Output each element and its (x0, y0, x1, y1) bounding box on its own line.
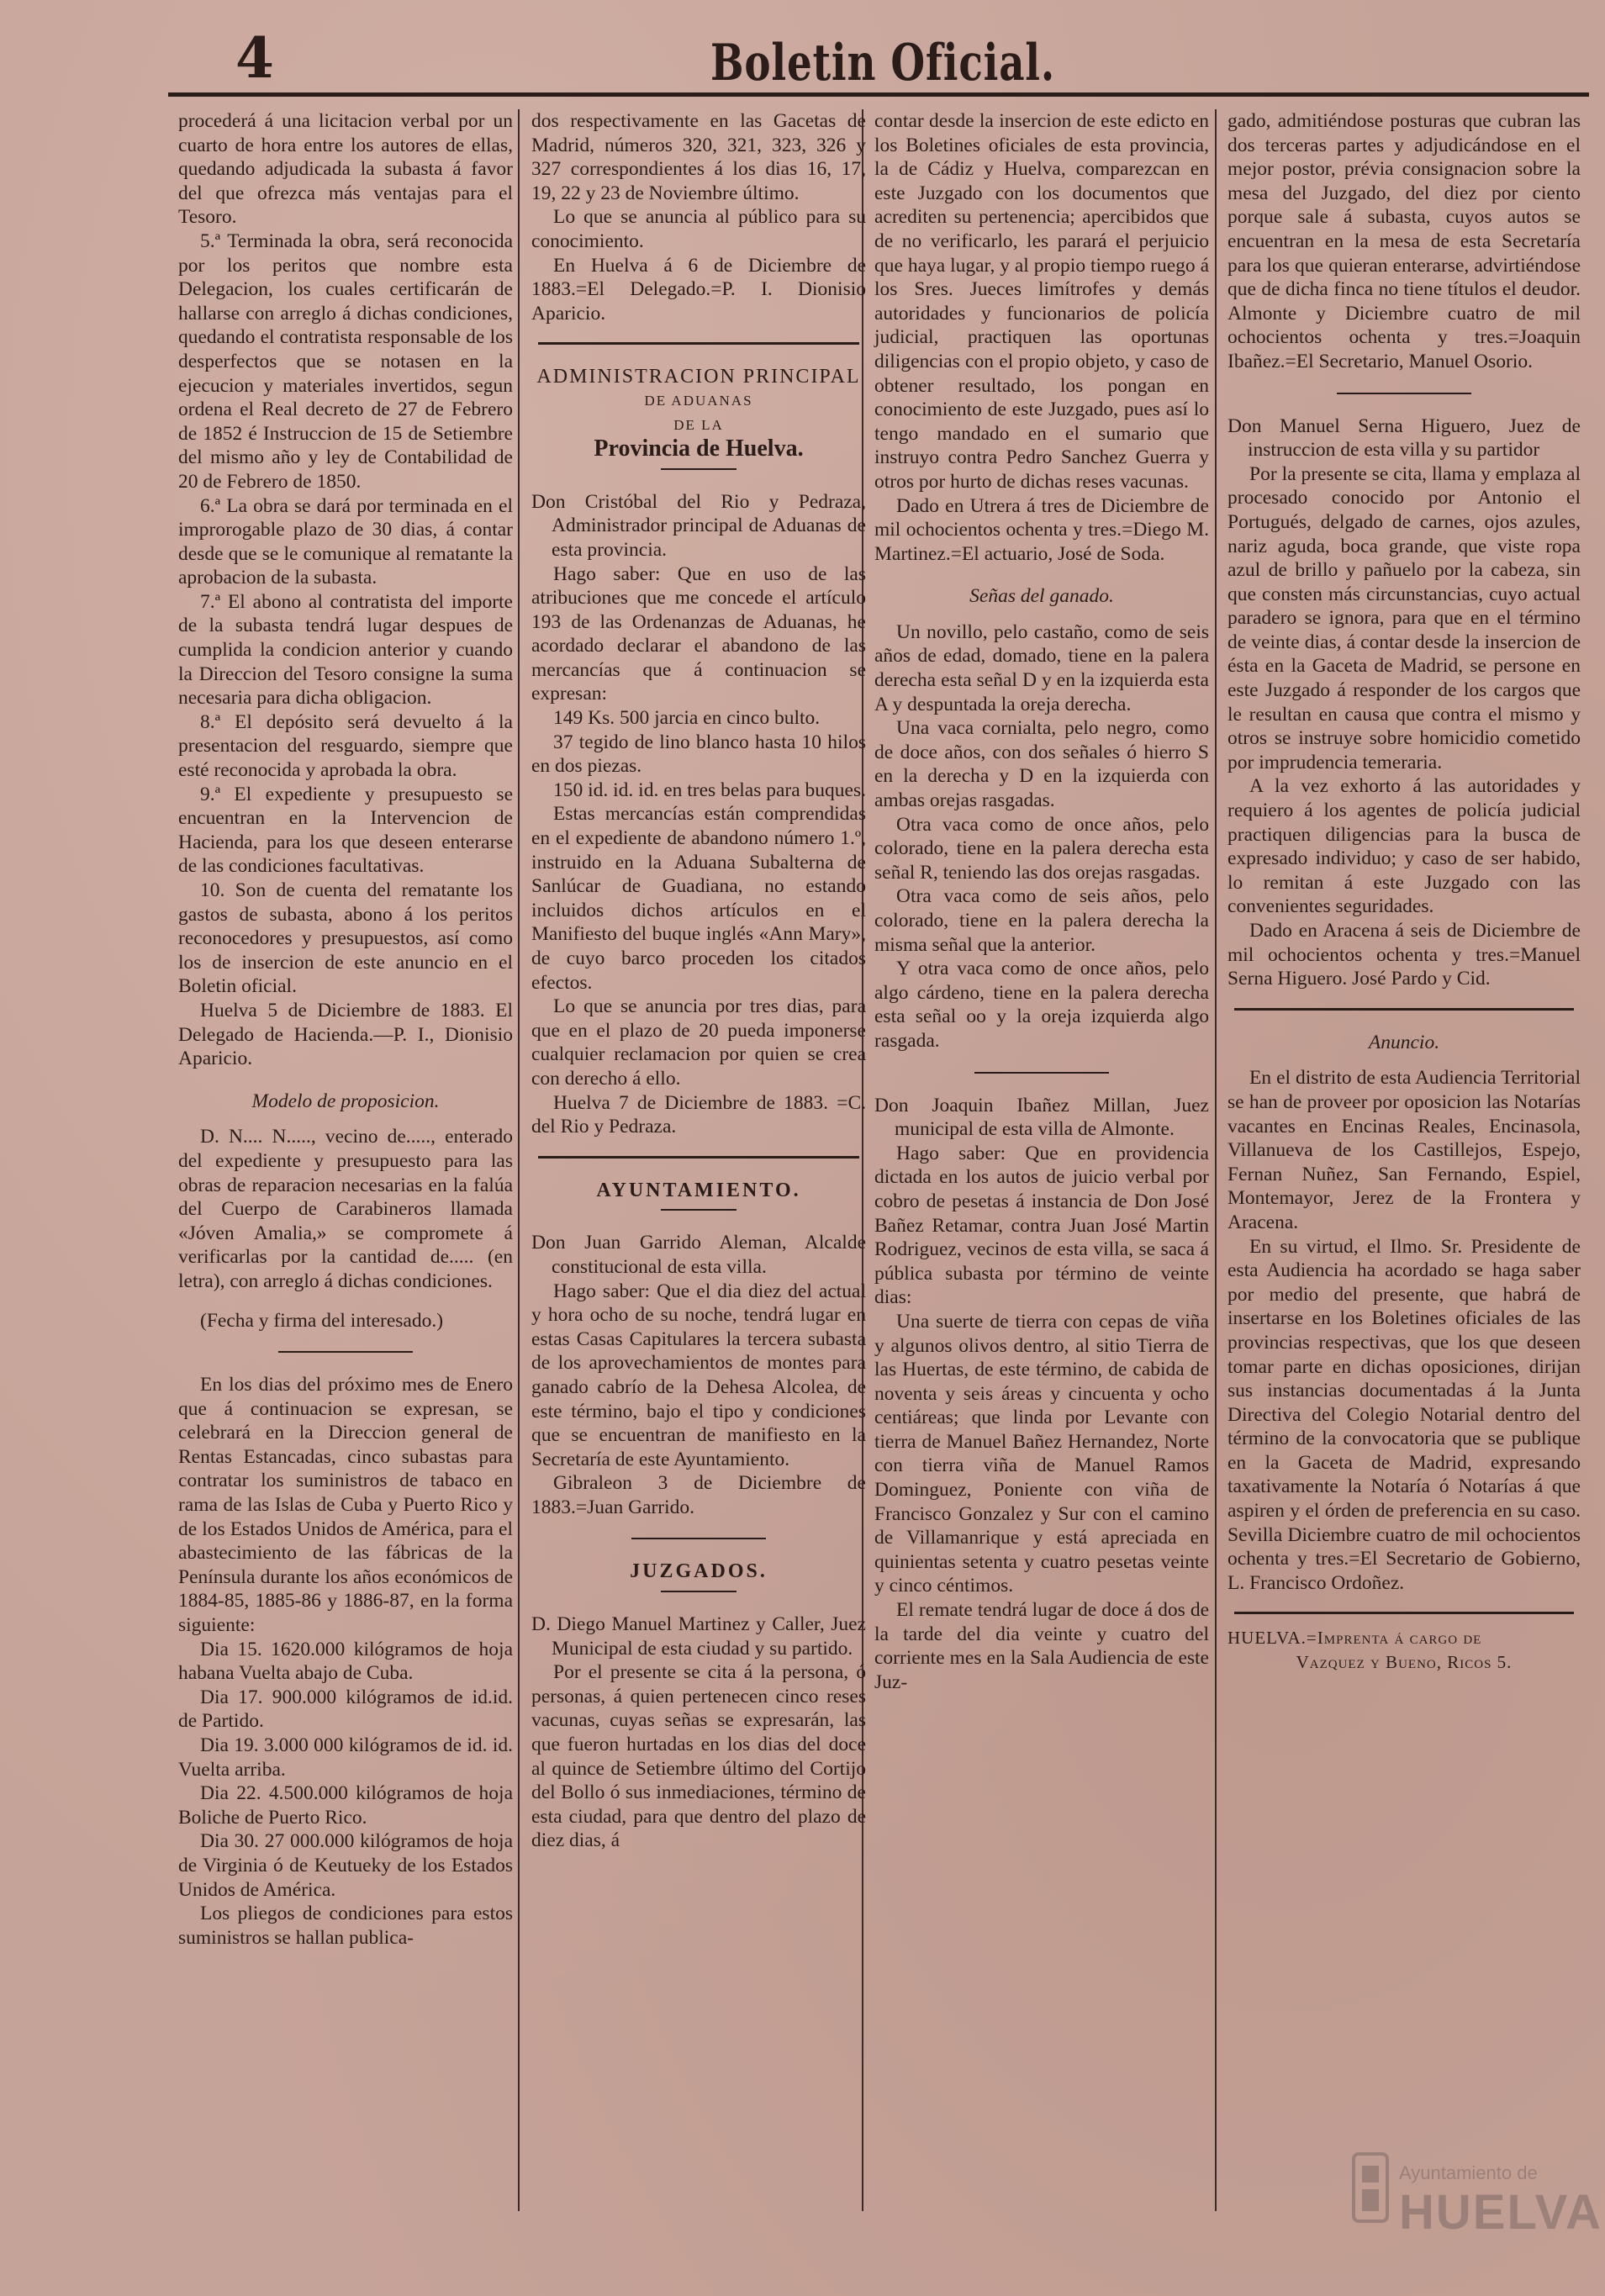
column-3 (874, 109, 1209, 1694)
article-paragraph: Hago saber: Que en providencia dictada en los autos de juicio verbal por cobro de pesetas á instancia de Don José Bañez Retamar, contra Juan José Martin Rodriguez, vecinos de esta villa, se saca á pública subasta por término de veinte dias: (874, 1142, 1209, 1309)
list-item: 150 id. id. id. en tres belas para buques. (553, 779, 866, 801)
list-item: Otra vaca como de seis años, pelo colorado, tiene en la palera derecha la misma señal que la anterior. (874, 885, 1209, 956)
article-author: Don Manuel Serna Higuero, Juez de instruccion de esta villa y su partidor (1228, 414, 1581, 462)
column-4 (1228, 109, 1581, 1675)
article-paragraph: contar desde la insercion de este edicto en los Boletines oficiales de esta provincia, la de Cádiz y Huelva, comparezcan en este Juzgado con los documentos que acrediten su pertenencia; apercibidos que de no verificarlo, les parará el perjuicio que haya lugar, y al propio tiempo ruego á los Sres. Jueces limítrofes y demás autoridades y funcionarios de policía judicial, practiquen las oportunas diligencias con el propio objeto, y caso de obtener resultado, los pongan en conocimiento de este Juzgado, pues así lo tengo mandado en el sumario que instruyo contra Pedro Sanchez Guerra y otros por hurto de dichas reses vacunas. (874, 110, 1209, 493)
article-paragraph: D. N.... N....., vecino de....., enterado del expediente y presupuesto para las obras de reparacion necesarias en la falúa del Cuerpo de Carabineros llamada «Jóven Amalia,» se compromete á verificarlas por la cantidad de..... (en letra), con arreglo á dichas condiciones. (178, 1126, 513, 1292)
section-heading: DE LA (673, 416, 724, 433)
section-rule (1234, 1008, 1574, 1011)
article-signature: (Fecha y firma del interesado.) (200, 1309, 444, 1332)
article-paragraph: Por el presente se cita á la persona, ó personas, á quien pertenecen cinco reses vacunas, cuyas señas se expresarán, las que fueron hurtadas en los dias del doce al quince de Setiembre último del Cortijo del Bollo ó sus inmediaciones, término de esta ciudad, para que dentro del plazo de diez dias, á (531, 1661, 866, 1852)
article-paragraph: Lo que se anuncia por tres dias, para que en el plazo de 20 pueda imponerse cualquier reclamacion por quien se crea con derecho á ello. (531, 995, 866, 1090)
article-paragraph: Los pliegos de condiciones para estos suministros se hallan publica- (178, 1903, 513, 1949)
section-rule (661, 468, 737, 470)
article-paragraph: 10. Son de cuenta del rematante los gastos de subasta, abono á los peritos reconocedores y presupuestos, así como los de insercion de este anuncio en el Boletin oficial. (178, 879, 513, 998)
article-paragraph: 7.ª El abono al contratista del importe de la subasta tendrá lugar despues de cumplida la condicion anterior y cuando la Direccion del Tesoro consigne la suma necesaria para dicha obligacion. (178, 590, 513, 710)
list-item: Otra vaca como de once años, pelo colorado, tiene en la palera derecha esta señal R, teniendo las dos orejas rasgadas. (874, 813, 1209, 884)
column-divider (518, 109, 520, 2211)
printer-imprint: HUELVA.=Imprenta á cargo de (1228, 1628, 1482, 1649)
archive-watermark (1347, 2137, 1602, 2263)
watermark-text: Ayuntamiento de (1399, 2162, 1538, 2183)
list-item: Un novillo, pelo castaño, como de seis años de edad, domado, tiene en la palera derecha esta señal D y en la izquierda esta A y despuntada la oreja derecha. (874, 620, 1209, 715)
coat-of-arms-icon (1347, 2137, 1397, 2238)
list-item: Dia 22. 4.500.000 kilógramos de hoja Boliche de Puerto Rico. (178, 1782, 513, 1829)
article-paragraph: A la vez exhorto á las autoridades y requiero á los agentes de policía judicial practiquen diligencias para la busca de expresado individuo; y caso de ser habido, lo remitan á este Juzgado con las convenientes seguridades. (1228, 775, 1581, 918)
section-rule (661, 1209, 737, 1211)
section-rule (974, 1072, 1109, 1074)
section-heading: DE ADUANAS (644, 392, 753, 409)
list-item: Dia 19. 3.000 000 kilógramos de id. id. Vuelta arriba. (178, 1734, 513, 1781)
list-item: 149 Ks. 500 jarcia en cinco bulto. (553, 707, 821, 730)
section-title: Señas del ganado. (969, 585, 1114, 608)
article-paragraph: 6.ª La obra se dará por terminada en el improrogable plazo de 30 dias, á contar desde que se le comunique al rematante la aprobacion de la subasta. (178, 494, 513, 589)
list-item: Dia 30. 27 000.000 kilógramos de hoja de Virginia ó de Keutueky de los Estados Unidos de América. (178, 1830, 513, 1901)
article-paragraph: Hago saber: Que en uso de las atribuciones que me concede el artículo 193 de las Ordenanzas de Aduanas, he acordado declarar el abandono de las mercancías que á continuacion se expresan: (531, 562, 866, 705)
section-rule (1234, 1612, 1574, 1614)
article-paragraph: Hago saber: Que el dia diez del actual y hora ocho de su noche, tendrá lugar en estas Casas Capitulares la tercera subasta de los aprovechamientos de montes para ganado cabrío de la Dehesa Alcolea, de este término, bajo el tipo y condiciones que se encuentran de manifiesto en la Secretaría de este Ayuntamiento. (531, 1280, 866, 1470)
column-divider (1215, 109, 1217, 2211)
section-heading: Provincia de Huelva. (594, 435, 804, 462)
article-paragraph: gado, admitiéndose posturas que cubran las dos terceras partes y adjudicándose en el mejor postor, prévia consignacion sobre la mesa del Juzgado, del diez por ciento porque sale á subasta, cuyos autos se encuentran en la mesa de esta Secretaría para los que quieran enterarse, advirtiéndose que de dicha finca no tiene títulos el deudor. Almonte y Diciembre cuatro de mil ochocientos ochenta y tres.=Joaquin Ibañez.=El Secretario, Manuel Osorio. (1228, 110, 1581, 372)
section-title: Anuncio. (1368, 1031, 1440, 1053)
column-1 (178, 109, 513, 1950)
article-paragraph: dos respectivamente en las Gacetas de Madrid, números 320, 321, 323, 326 y 327 correspondientes á los dias 16, 17, 19, 22 y 23 de Noviembre último. (531, 110, 866, 204)
section-rule (661, 1591, 737, 1592)
article-paragraph: En el distrito de esta Audiencia Territorial se han de proveer por oposicion las Notarías vacantes en Encinas Reales, Encinasola, Villanueva de los Castillejos, Espejo, Fernan Nuñez, San Fernando, Espiel, Montemayor, Jerez de la Frontera y Aracena. (1228, 1067, 1581, 1233)
header-rule (168, 92, 1589, 97)
section-title: Modelo de proposicion. (251, 1090, 440, 1112)
article-signature: Huelva 7 de Diciembre de 1883. =C. del Rio y Pedraza. (531, 1091, 866, 1138)
column-2 (531, 109, 866, 1853)
section-rule (538, 342, 859, 345)
section-heading: JUZGADOS. (630, 1560, 768, 1583)
article-author: Don Cristóbal del Rio y Pedraza, Administrador principal de Aduanas de esta provincia. (531, 490, 866, 561)
list-item: Y otra vaca como de once años, pelo algo cárdeno, tiene en la palera derecha esta señal oo y la oreja izquierda algo rasgada. (874, 958, 1209, 1052)
list-item: 37 tegido de lino blanco hasta 10 hilos en dos piezas. (531, 731, 866, 778)
section-rule (278, 1351, 413, 1353)
section-rule (631, 1538, 766, 1539)
article-paragraph: 5.ª Terminada la obra, será reconocida por los peritos que nombre esta Delegacion, los cuales certificarán de hallarse con arreglo á dichas condiciones, quedando el contratista responsable de los desperfectos que se notasen en la ejecucion y materiales invertidos, segun ordena el Real decreto de 27 de Febrero de 1852 é Instruccion de 15 de Setiembre del mismo año y ley de Contabilidad de 20 de Febrero de 1850. (178, 230, 513, 493)
page-header (193, 25, 1572, 92)
watermark-text: HUELVA (1399, 2185, 1602, 2240)
article-paragraph: procederá á una licitacion verbal por un cuarto de hora entre los autores de ellas, quedando adjudicada la subasta á favor del que ofrezca más ventajas para el Tesoro. (178, 110, 513, 229)
section-rule (538, 1156, 859, 1159)
list-item: Dia 17. 900.000 kilógramos de id.id. de Partido. (178, 1686, 513, 1733)
article-paragraph: Una suerte de tierra con cepas de viña y algunos olivos dentro, al sitio Tierra de las Huertas, de este término, de cabida de noventa y seis áreas y cincuenta y ocho centiáreas; que linda por Levante con tierra de Manuel Bañez Hernandez, Norte con tierra viña de Manuel Ramos Dominguez, Poniente con viña de Francisco Gonzalez y Sur con el camino de Villamanrique y está apreciada en quinientas setenta y cuatro pesetas veinte y cinco céntimos. (874, 1310, 1209, 1597)
section-heading: ADMINISTRACION PRINCIPAL (536, 366, 861, 388)
article-paragraph: 9.ª El expediente y presupuesto se encuentran en la Intervencion de Hacienda, para los que deseen enterarse de las condiciones facultativas. (178, 783, 513, 878)
article-signature: Huelva 5 de Diciembre de 1883. El Delegado de Hacienda.—P. I., Dionisio Aparicio. (178, 999, 513, 1070)
article-signature: Gibraleon 3 de Diciembre de 1883.=Juan Garrido. (531, 1472, 866, 1518)
section-rule (1337, 393, 1471, 394)
list-item: Dia 15. 1620.000 kilógramos de hoja habana Vuelta abajo de Cuba. (178, 1638, 513, 1685)
masthead-title: Boletin Oficial. (710, 34, 1055, 92)
article-paragraph: 8.ª El depósito será devuelto á la presentacion del resguardo, siempre que esté reconocida y aprobada la obra. (178, 710, 513, 782)
article-paragraph: El remate tendrá lugar de doce á dos de la tarde del dia veinte y cuatro del corriente mes en la Sala Audiencia de este Juz- (874, 1599, 1209, 1693)
list-item: Una vaca cornialta, pelo negro, como de doce años, con dos señales ó hierro S en la derecha y D en la izquierda con ambas orejas rasgadas. (874, 717, 1209, 812)
article-signature: Dado en Utrera á tres de Diciembre de mil ochocientos ochenta y tres.=Diego M. Martinez.=El actuario, José de Soda. (874, 494, 1209, 565)
article-paragraph: Por la presente se cita, llama y emplaza al procesado conocido por Antonio el Portugués, delgado de carnes, ojos azules, nariz aguda, boca grande, que viste ropa azul de brillo y pañuelo por la cabeza, sin que consten más circunstancias, cuyo actual paradero se ignora, para que en el término de veinte dias, á contar desde la insercion de ésta en la Gaceta de Madrid, se persone en este Juzgado á responder de los cargos que le resultan en causa que contra el mismo y otros se instruye sobre homicidio cometido por imprudencia temeraria. (1228, 462, 1581, 773)
page-number: 4 (235, 25, 274, 91)
article-paragraph: Lo que se anuncia al público para su conocimiento. (531, 206, 866, 252)
printer-imprint: Vazquez y Bueno, Ricos 5. (1296, 1652, 1513, 1673)
article-signature: En Huelva á 6 de Diciembre de 1883.=El Delegado.=P. I. Dionisio Aparicio. (531, 254, 866, 325)
section-heading: AYUNTAMIENTO. (596, 1179, 801, 1201)
article-paragraph: En su virtud, el Ilmo. Sr. Presidente de esta Audiencia ha acordado se haga saber por medio del presente, que habrá de insertarse en los Boletines oficiales de las provincias respectivas, que los que deseen tomar parte en dichas oposiciones, dirijan sus instancias documentadas á la Junta Directiva del Colegio Notarial dentro del término de la convocatoria que se publique en la Gaceta de Madrid, expresando taxativamente la Notaría ó Notarías á que aspiren y el órden de preferencia en su caso. Sevilla Diciembre cuatro de mil ochocientos ochenta y tres.=El Secretario de Gobierno, L. Francisco Ordoñez. (1228, 1235, 1581, 1594)
article-paragraph: Estas mercancías están comprendidas en el expediente de abandono número 1.º, instruido en la Aduana Subalterna de Sanlúcar de Guadiana, no estando incluidos dichos artículos en el Manifiesto del buque inglés «Ann Mary», de cuyo barco proceden los citados efectos. (531, 803, 866, 994)
article-author: Don Joaquin Ibañez Millan, Juez municipal de esta villa de Almonte. (874, 1094, 1209, 1141)
article-author: Don Juan Garrido Aleman, Alcalde constitucional de esta villa. (531, 1232, 866, 1278)
article-signature: Dado en Aracena á seis de Diciembre de mil ochocientos ochenta y tres.=Manuel Serna Higuero. José Pardo y Cid. (1228, 920, 1581, 990)
article-author: D. Diego Manuel Martinez y Caller, Juez Municipal de esta ciudad y su partido. (531, 1613, 866, 1660)
article-paragraph: En los dias del próximo mes de Enero que á continuacion se expresan, se celebrará en la Direccion general de Rentas Estancadas, cinco subastas para contratar los suministros de tabaco en rama de las Islas de Cuba y Puerto Rico y de los Estados Unidos de América, para el abastecimiento de las fábricas de la Península durante los años económicos de 1884-85, 1885-86 y 1886-87, en la forma siguiente: (178, 1374, 513, 1637)
